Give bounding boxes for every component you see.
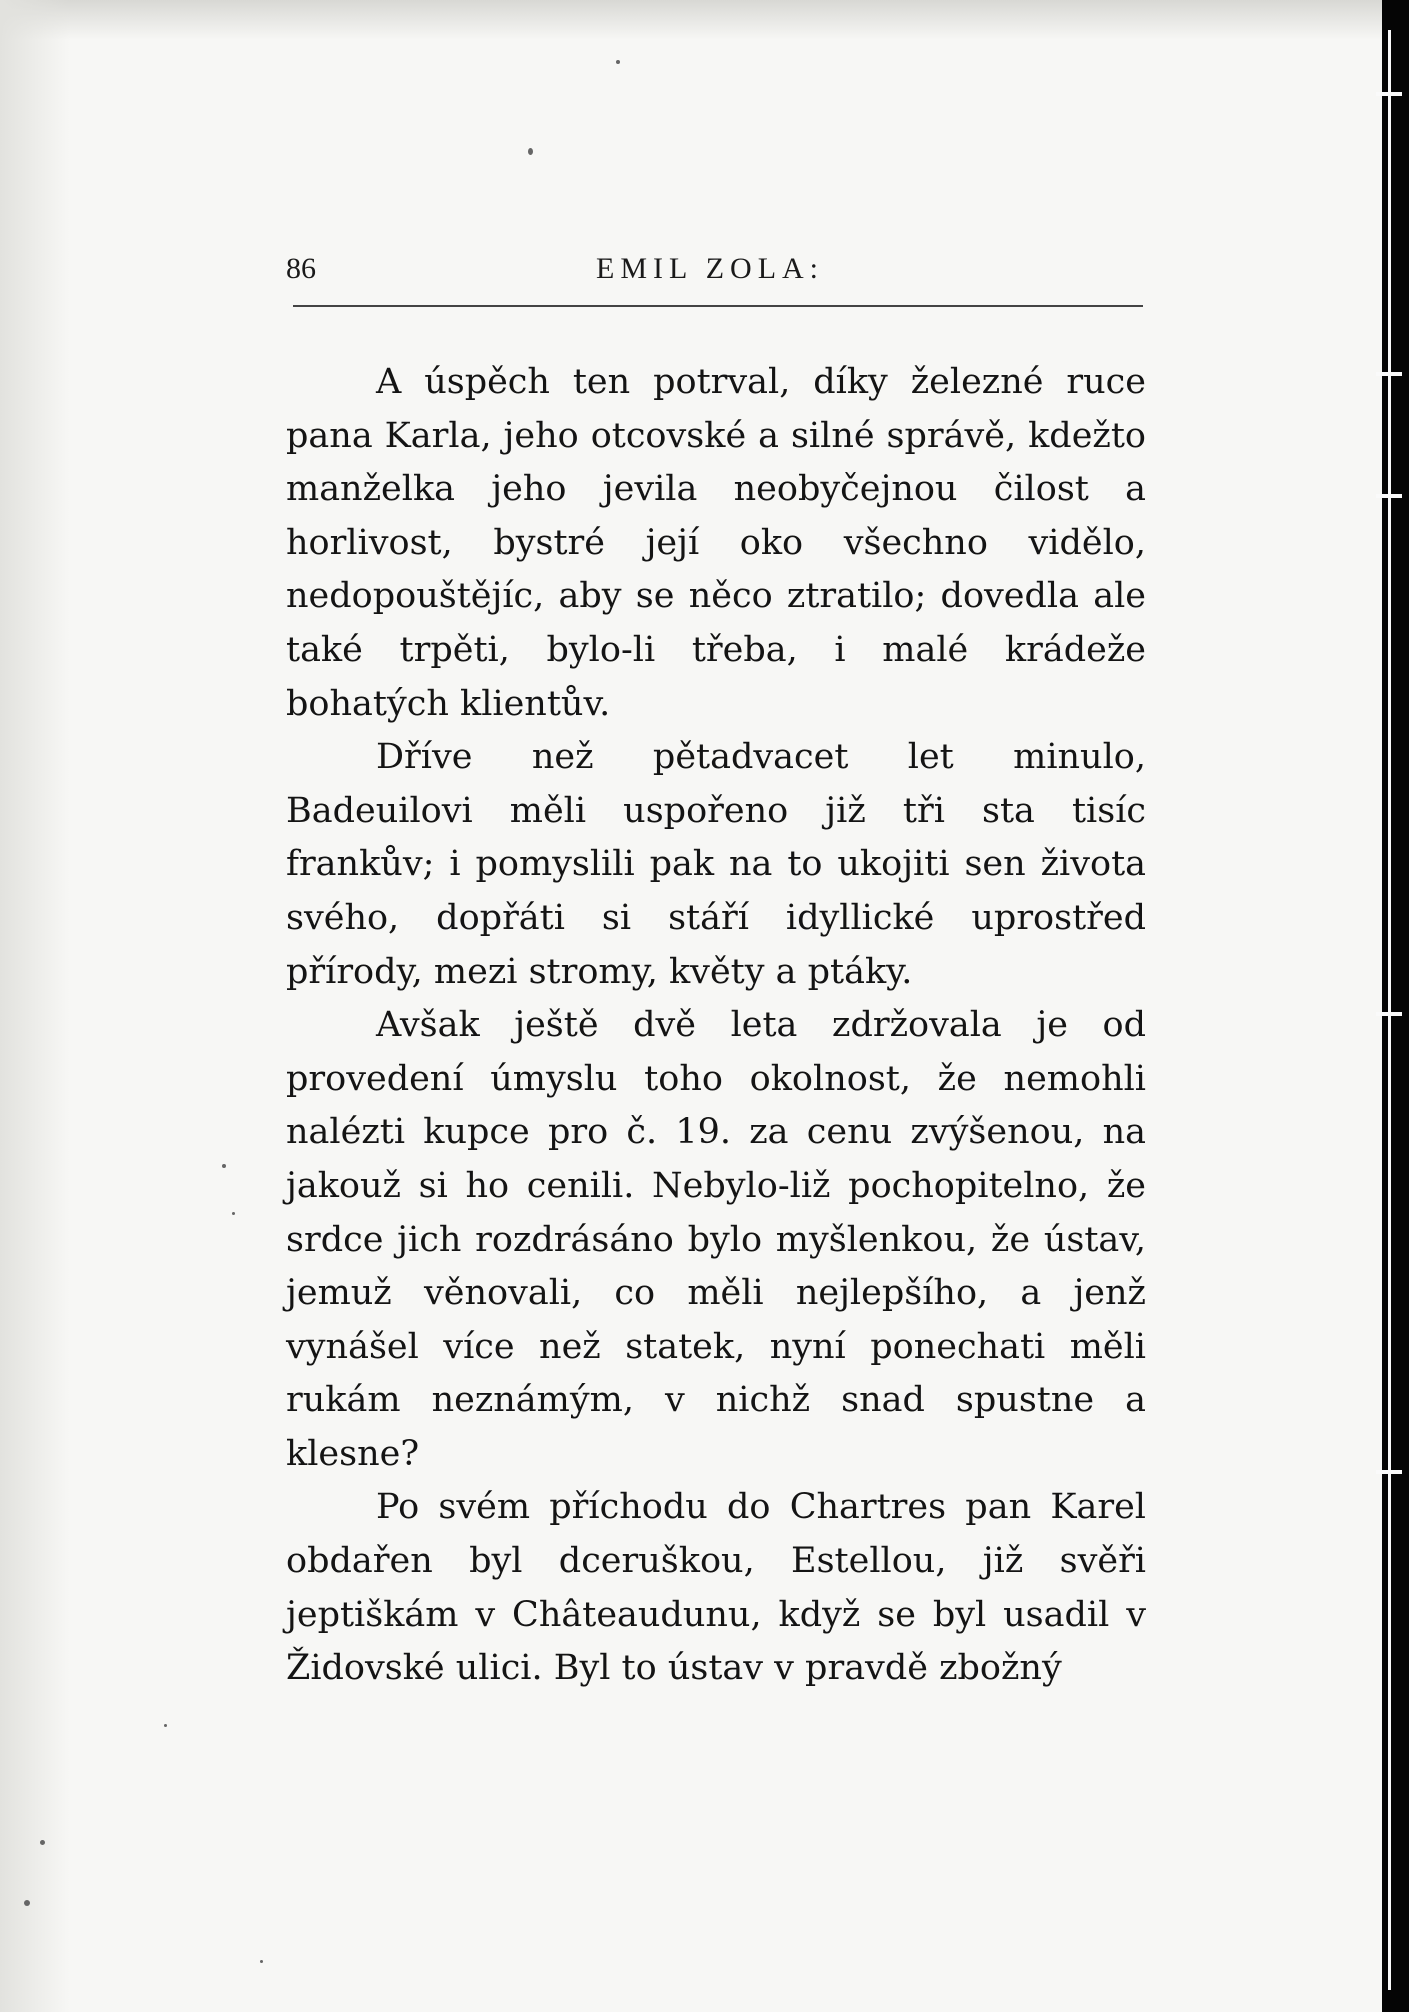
paper-speck [164, 1724, 167, 1727]
paragraph-3: Avšak ještě dvě leta zdržovala je od provedení úmyslu toho okolnost, že nemohli nalézti kupce pro č. 19. za cenu zvýšenou, na jakouž si ho cenili. Nebylo-liž pochopitelno, že srdce jich rozdrásáno bylo myšlenkou, že ústav, jemuž věnovali, co měli nejlepšího, a jenž vynášel více než statek, nyní ponechati měli rukám neznámým, v nichž snad spustne a klesne? [286, 1005, 1146, 1474]
header-rule [293, 305, 1143, 307]
paper-speck [222, 1164, 226, 1168]
paper-speck [260, 1960, 263, 1963]
book-binding-edge [1382, 0, 1409, 2012]
paper-speck [616, 60, 620, 64]
paper-speck [40, 1840, 45, 1845]
paragraph-4: Po svém příchodu do Chartres pan Karel obdařen byl dceruškou, Estellou, již svěři jeptiškám v Châteaudunu, když se byl usadil v Židovské ulici. Byl to ústav v pravdě zbožný [286, 1487, 1146, 1689]
binding-highlight [1388, 30, 1391, 1990]
paragraph-1: A úspěch ten potrval, díky železné ruce pana Karla, jeho otcovské a silné správě, kdežto manželka jeho jevila neobyčejnou čilost a horlivost, bystré její oko všechno vidělo, nedopouštějíc, aby se něco ztratilo; dovedla ale také trpěti, bylo-li třeba, i malé krádeže bohatých klientův. [286, 362, 1146, 724]
paper-speck [232, 1212, 235, 1215]
binding-mark [1376, 1470, 1402, 1474]
binding-mark [1376, 92, 1402, 96]
body-text [286, 356, 1146, 1696]
binding-mark [1376, 372, 1402, 376]
page-number: 86 [286, 252, 316, 285]
paper-speck [528, 148, 533, 155]
binding-mark [1376, 1012, 1402, 1016]
page-edge-shadow-left [0, 0, 70, 2012]
running-head [286, 252, 1146, 288]
paragraph-2: Dříve než pětadvacet let minulo, Badeuilovi měli uspořeno již tři sta tisíc frankův; i pomyslili pak na to ukojiti sen života svého, dopřáti si stáří idyllické uprostřed přírody, mezi stromy, květy a ptáky. [286, 737, 1146, 992]
running-head-author: EMIL ZOLA: [596, 252, 825, 285]
paper-speck [24, 1900, 30, 1906]
page-edge-shadow-top [0, 0, 1382, 40]
binding-mark [1376, 494, 1402, 498]
